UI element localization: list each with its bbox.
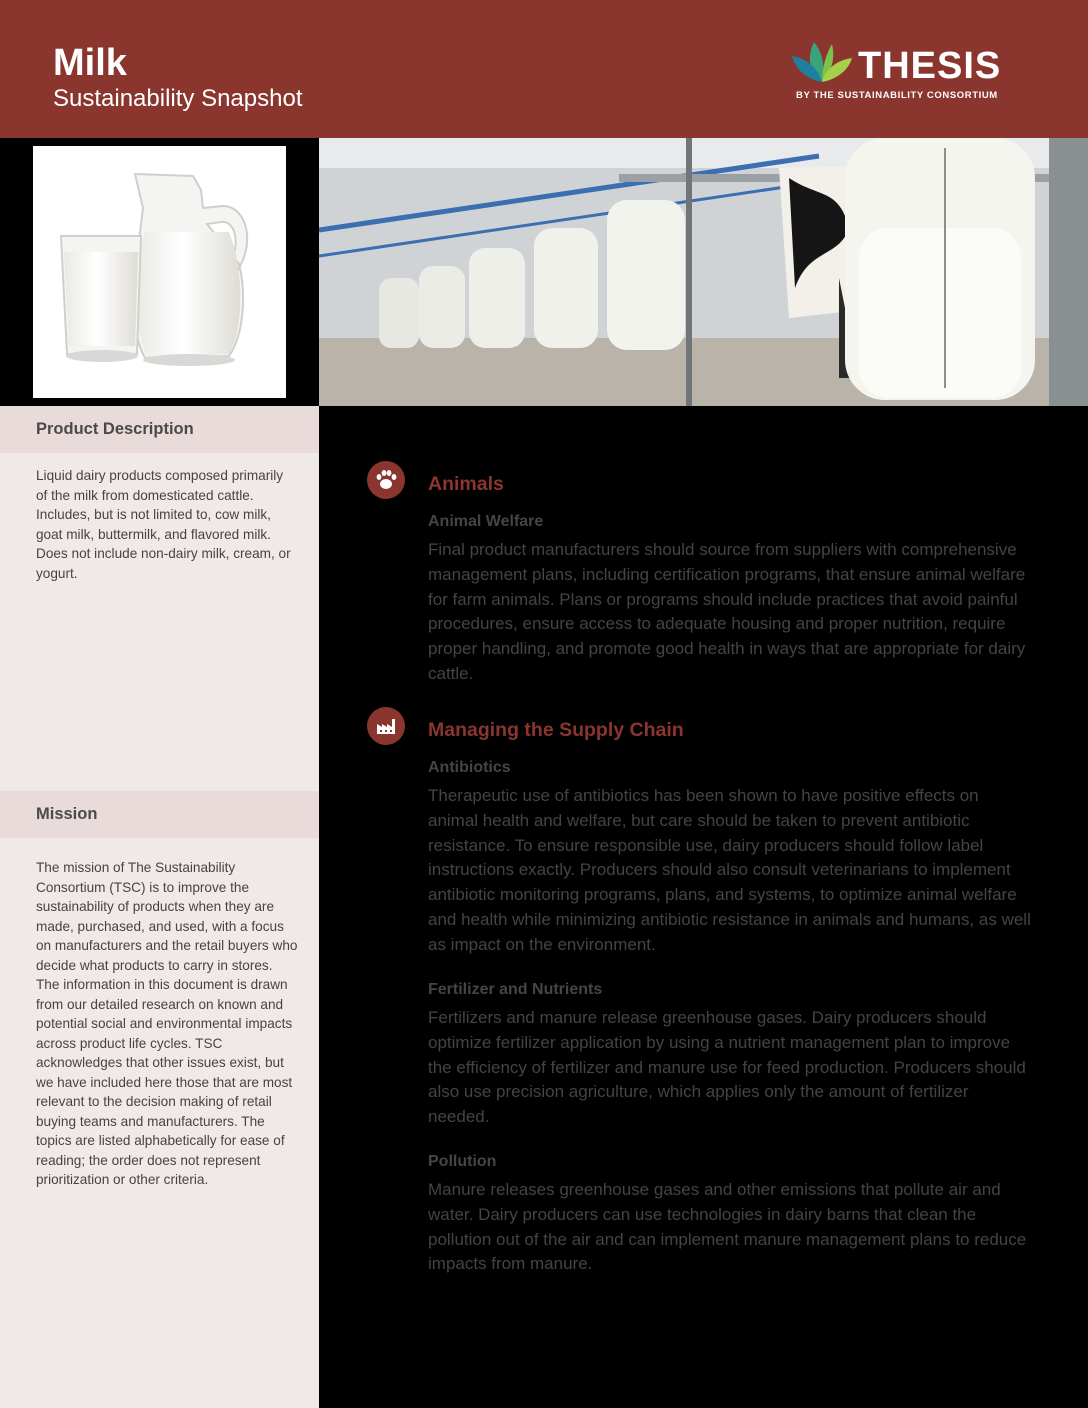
mission-heading: Mission	[36, 805, 98, 823]
fertilizer-text: Fertilizers and manure release greenhouse gases. Dairy producers should optimize fertilizer application by using a nutrient management plan to improve the efficiency of fertilizer and manure use for feed production. Producers should also use precision agriculture, which applies only the amount of fertilizer needed.	[428, 1008, 1026, 1127]
main-content	[319, 406, 1088, 1408]
product-description-text: Liquid dairy products composed primarily of the milk from domesticated cattle. Includes, but is not limited to, cow milk, goat milk, buttermilk, and flavored milk. Does not include non-dairy milk, cream, or yogurt.	[36, 468, 291, 581]
lotus-icon	[792, 36, 854, 84]
fertilizer-subheading: Fertilizer and Nutrients	[428, 981, 603, 998]
logo-tagline: BY THE SUSTAINABILITY CONSORTIUM	[796, 90, 998, 101]
header-banner	[0, 0, 1088, 138]
animals-title: Animals	[428, 473, 504, 495]
animal-welfare-subheading: Animal Welfare	[428, 513, 544, 530]
thesis-logo	[792, 36, 1032, 106]
animal-welfare-text: Final product manufacturers should source from suppliers with comprehensive management plans, including certification programs, that ensure animal welfare for farm animals. Plans or programs should include practices that avoid painful procedures, ensure access to adequate housing and proper nutrition, require proper handling, and promote good health in ways that are appropriate for dairy cattle.	[428, 540, 1026, 683]
antibiotics-subheading: Antibiotics	[428, 759, 511, 776]
pollution-text: Manure releases greenhouse gases and other emissions that pollute air and water. Dairy producers can use technologies in dairy barns that clean the pollution out of the air and can implement manure management plans to reduce impacts from manure.	[428, 1180, 1027, 1274]
antibiotics-text: Therapeutic use of antibiotics has been shown to have positive effects on animal health and welfare, but care should be taken to prevent antibiotic resistance. To ensure responsible use, dairy producers should follow label instructions exactly. Producers should also consult veterinarians to implement antibiotic monitoring programs, plans, and systems, to optimize animal welfare and health while minimizing antibiotic resistance in animals and humans, as well as impact on the environment.	[428, 786, 1031, 954]
page-subtitle: Sustainability Snapshot	[53, 85, 303, 112]
supply-chain-title: Managing the Supply Chain	[428, 719, 684, 741]
mission-text: The mission of The Sustainability Consortium (TSC) is to improve the sustainability of products when they are made, purchased, and used, with a focus on manufacturers and the retail buyers who decide what products to carry in stores. The information in this document is drawn from our detailed research on known and potential social and environmental impacts across product life cycles. TSC acknowledges that other issues exist, but we have included here those that are most relevant to the decision making of retail buying teams and manufacturers. The topics are listed alphabetically for ease of reading; the order does not represent prioritization or other criteria.	[36, 860, 298, 1187]
product-description-heading: Product Description	[36, 420, 194, 438]
milking-parlor-photo	[319, 138, 1088, 406]
page-title: Milk	[53, 42, 127, 84]
pollution-subheading: Pollution	[428, 1153, 497, 1170]
sidebar	[0, 406, 319, 1408]
factory-icon	[367, 707, 405, 745]
logo-wordmark: THESIS	[858, 45, 1002, 87]
mission-header	[0, 791, 319, 838]
paw-icon	[367, 461, 405, 499]
product-description-header	[0, 406, 319, 453]
milk-product-photo	[33, 146, 286, 398]
